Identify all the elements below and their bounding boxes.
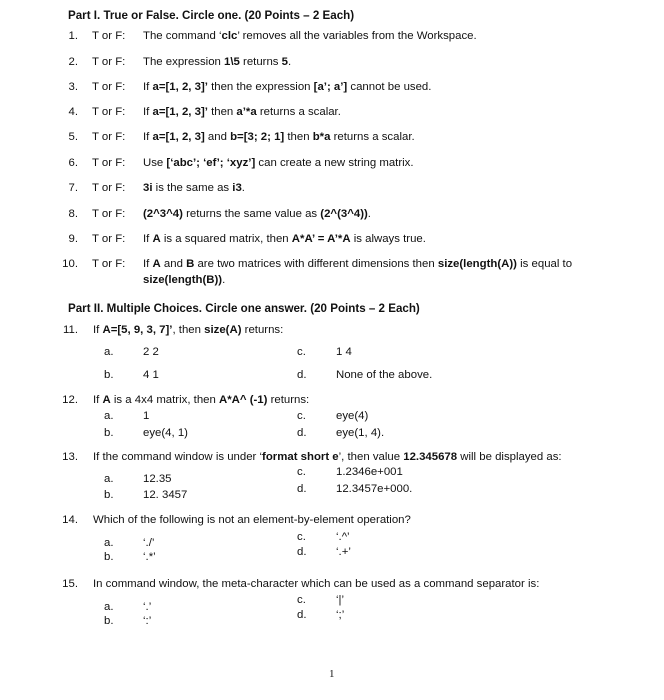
question-text: Which of the following is not an element-by-element operation? xyxy=(93,514,411,526)
option-d-label: d. xyxy=(297,609,307,621)
question-statement-continued: size(length(B)). xyxy=(143,274,226,286)
question-statement: The expression 1\5 returns 5. xyxy=(143,56,292,68)
question-statement: If a=[1, 2, 3] and b=[3; 2; 1] then b*a returns a scalar. xyxy=(143,131,415,143)
option-c-value: 1.2346e+001 xyxy=(336,466,403,478)
option-b-label: b. xyxy=(104,369,114,381)
option-a-value: 2 2 xyxy=(143,346,159,358)
option-c-value: eye(4) xyxy=(336,410,369,422)
option-b-value: ‘.*’ xyxy=(143,551,156,563)
option-d-value: None of the above. xyxy=(336,369,433,381)
option-d-label: d. xyxy=(297,483,307,495)
option-d-label: d. xyxy=(297,427,307,439)
question-statement: Use [‘abc’; ‘ef’; ‘xyz’] can create a new string matrix. xyxy=(143,157,414,169)
option-d-value: eye(1, 4). xyxy=(336,427,385,439)
option-a-label: a. xyxy=(104,473,114,485)
option-c-value: 1 4 xyxy=(336,346,352,358)
question-number: 14. xyxy=(62,514,78,526)
option-b-value: 4 1 xyxy=(143,369,159,381)
true-false-choice: T or F: xyxy=(92,81,126,93)
question-number: 5. xyxy=(68,131,78,143)
true-false-choice: T or F: xyxy=(92,131,126,143)
question-number: 8. xyxy=(68,208,78,220)
option-d-value: 12.3457e+000. xyxy=(336,483,413,495)
option-d-value: ‘;’ xyxy=(336,609,345,621)
question-number: 2. xyxy=(68,56,78,68)
option-d-label: d. xyxy=(297,546,307,558)
option-a-label: a. xyxy=(104,410,114,422)
option-b-label: b. xyxy=(104,551,114,563)
question-number: 10. xyxy=(62,258,78,270)
question-number: 12. xyxy=(62,394,78,406)
option-b-value: 12. 3457 xyxy=(143,489,188,501)
option-c-value: ‘|’ xyxy=(336,594,345,606)
option-a-value: 12.35 xyxy=(143,473,172,485)
true-false-choice: T or F: xyxy=(92,56,126,68)
question-text: If the command window is under ‘format short e’, then value 12.345678 will be displayed as: xyxy=(93,451,562,463)
option-c-label: c. xyxy=(297,531,306,543)
true-false-choice: T or F: xyxy=(92,233,126,245)
option-c-value: ‘.^’ xyxy=(336,531,350,543)
part2-title: Part II. Multiple Choices. Circle one answer. (20 Points – 2 Each) xyxy=(68,302,420,315)
question-statement: If A is a squared matrix, then A*A’ = A’*A is always true. xyxy=(143,233,426,245)
option-c-label: c. xyxy=(297,594,306,606)
question-statement: (2^3^4) returns the same value as (2^(3^4)). xyxy=(143,208,371,220)
question-statement: If a=[1, 2, 3]’ then a’*a returns a scalar. xyxy=(143,106,341,118)
question-number: 7. xyxy=(68,182,78,194)
true-false-choice: T or F: xyxy=(92,182,126,194)
true-false-choice: T or F: xyxy=(92,157,126,169)
question-statement: 3i is the same as i3. xyxy=(143,182,245,194)
option-d-value: ‘.+’ xyxy=(336,546,351,558)
question-number: 11. xyxy=(63,324,78,336)
option-a-value: ‘.’ xyxy=(143,601,152,613)
option-c-label: c. xyxy=(297,466,306,478)
question-text: In command window, the meta-character which can be used as a command separator is: xyxy=(93,578,540,590)
question-statement: If a=[1, 2, 3]’ then the expression [a’; a’] cannot be used. xyxy=(143,81,432,93)
option-b-label: b. xyxy=(104,615,114,627)
option-a-label: a. xyxy=(104,537,114,549)
part1-title: Part I. True or False. Circle one. (20 Points – 2 Each) xyxy=(68,9,355,22)
option-b-value: ‘:’ xyxy=(143,615,152,627)
option-d-label: d. xyxy=(297,369,307,381)
option-b-value: eye(4, 1) xyxy=(143,427,188,439)
option-a-value: 1 xyxy=(143,410,150,422)
question-number: 1. xyxy=(68,30,78,42)
question-number: 3. xyxy=(68,81,78,93)
true-false-choice: T or F: xyxy=(92,208,126,220)
true-false-choice: T or F: xyxy=(92,258,126,270)
question-statement: If A and B are two matrices with different dimensions then size(length(A)) is equal to xyxy=(143,258,573,270)
question-number: 6. xyxy=(68,157,78,169)
true-false-choice: T or F: xyxy=(92,106,126,118)
question-statement: The command ‘clc’ removes all the variables from the Workspace. xyxy=(143,30,477,42)
question-number: 4. xyxy=(68,106,78,118)
question-number: 9. xyxy=(68,233,78,245)
option-b-label: b. xyxy=(104,427,114,439)
question-text: If A is a 4x4 matrix, then A*A^ (-1) returns: xyxy=(93,394,310,406)
option-a-label: a. xyxy=(104,346,114,358)
page-number: 1 xyxy=(329,668,335,680)
option-c-label: c. xyxy=(297,346,306,358)
option-c-label: c. xyxy=(297,410,306,422)
question-number: 13. xyxy=(62,451,78,463)
true-false-choice: T or F: xyxy=(92,30,126,42)
option-a-label: a. xyxy=(104,601,114,613)
question-number: 15. xyxy=(62,578,78,590)
option-a-value: ‘./’ xyxy=(143,537,155,549)
option-b-label: b. xyxy=(104,489,114,501)
question-text: If A=[5, 9, 3, 7]’, then size(A) returns: xyxy=(93,324,284,336)
